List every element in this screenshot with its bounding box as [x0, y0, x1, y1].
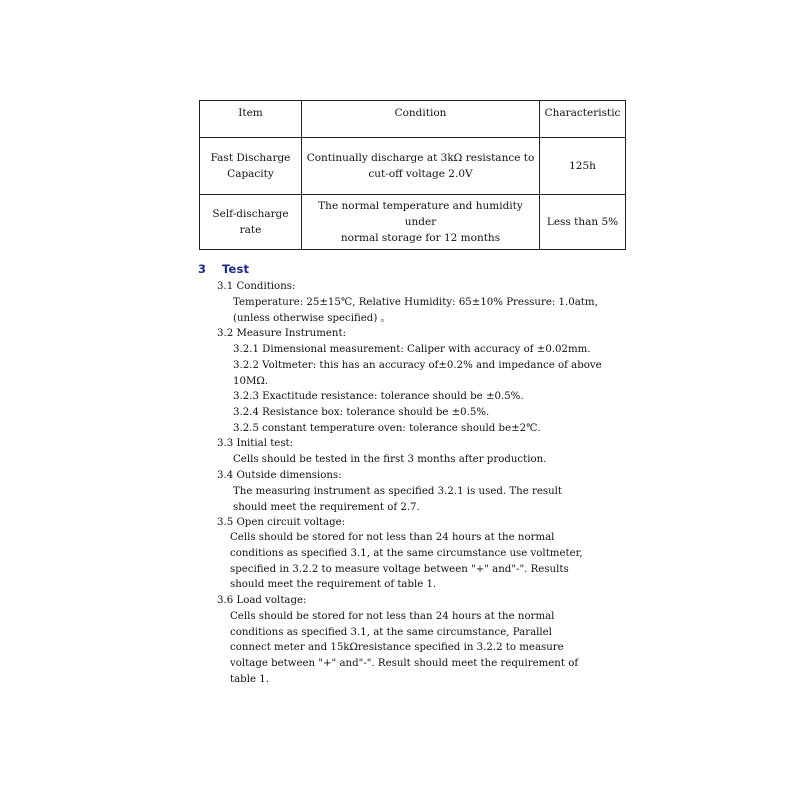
header-characteristic: Characteristic — [540, 101, 626, 138]
cell-condition: Continually discharge at 3kΩ resistance to cut-off voltage 2.0V — [302, 138, 540, 195]
body-line: (unless otherwise specified) 。 — [233, 313, 391, 324]
body-line: should meet the requirement of 2.7. — [233, 502, 420, 513]
section-heading — [198, 262, 249, 276]
subsection-heading: 3.5 Open circuit voltage: — [217, 517, 346, 528]
body-line: The measuring instrument as specified 3.2.1 is used. The result — [233, 486, 563, 497]
body-line: Cells should be stored for not less than 24 hours at the normal — [230, 532, 555, 543]
body-line: conditions as specified 3.1, at the same circumstance use voltmeter, — [230, 548, 583, 559]
table-header-row — [200, 101, 626, 138]
cell-item: Fast Discharge Capacity — [200, 138, 302, 195]
cell-characteristic: 125h — [540, 138, 626, 195]
body-line: Cells should be tested in the first 3 months after production. — [233, 454, 547, 465]
cell-item: Self-discharge rate — [200, 195, 302, 250]
section-title: Test — [222, 262, 250, 276]
body-line: connect meter and 15kΩresistance specified in 3.2.2 to measure — [230, 642, 564, 653]
header-item: Item — [200, 101, 302, 138]
body-line: should meet the requirement of table 1. — [230, 579, 437, 590]
cell-condition: The normal temperature and humidity under normal storage for 12 months — [302, 195, 540, 250]
header-condition: Condition — [302, 101, 540, 138]
subsection-heading: 3.2 Measure Instrument: — [217, 328, 347, 339]
body-line: Cells should be stored for not less than 24 hours at the normal — [230, 611, 555, 622]
subsection-heading: 3.3 Initial test: — [217, 438, 294, 449]
body-line: 3.2.3 Exactitude resistance: tolerance should be ±0.5%. — [233, 391, 524, 402]
section-number: 3 — [198, 262, 207, 276]
body-line: table 1. — [230, 674, 269, 685]
subsection-heading: 3.4 Outside dimensions: — [217, 470, 342, 481]
body-line: voltage between "+" and"-". Result should meet the requirement of — [230, 658, 579, 669]
body-line: specified in 3.2.2 to measure voltage between "+" and"-". Results — [230, 564, 569, 575]
body-line: 3.2.5 constant temperature oven: tolerance should be±2℃. — [233, 423, 541, 434]
body-line: Temperature: 25±15℃, Relative Humidity: 65±10% Pressure: 1.0atm, — [233, 297, 598, 308]
table-row — [200, 195, 626, 250]
cell-characteristic: Less than 5% — [540, 195, 626, 250]
characteristics-table — [199, 100, 626, 250]
body-line: 10MΩ. — [233, 376, 269, 387]
subsection-heading: 3.6 Load voltage: — [217, 595, 307, 606]
body-line: conditions as specified 3.1, at the same circumstance, Parallel — [230, 627, 552, 638]
subsection-heading: 3.1 Conditions: — [217, 281, 296, 292]
body-line: 3.2.4 Resistance box: tolerance should be ±0.5%. — [233, 407, 490, 418]
body-line: 3.2.2 Voltmeter: this has an accuracy of±0.2% and impedance of above — [233, 360, 602, 371]
body-line: 3.2.1 Dimensional measurement: Caliper with accuracy of ±0.02mm. — [233, 344, 591, 355]
table-row — [200, 138, 626, 195]
